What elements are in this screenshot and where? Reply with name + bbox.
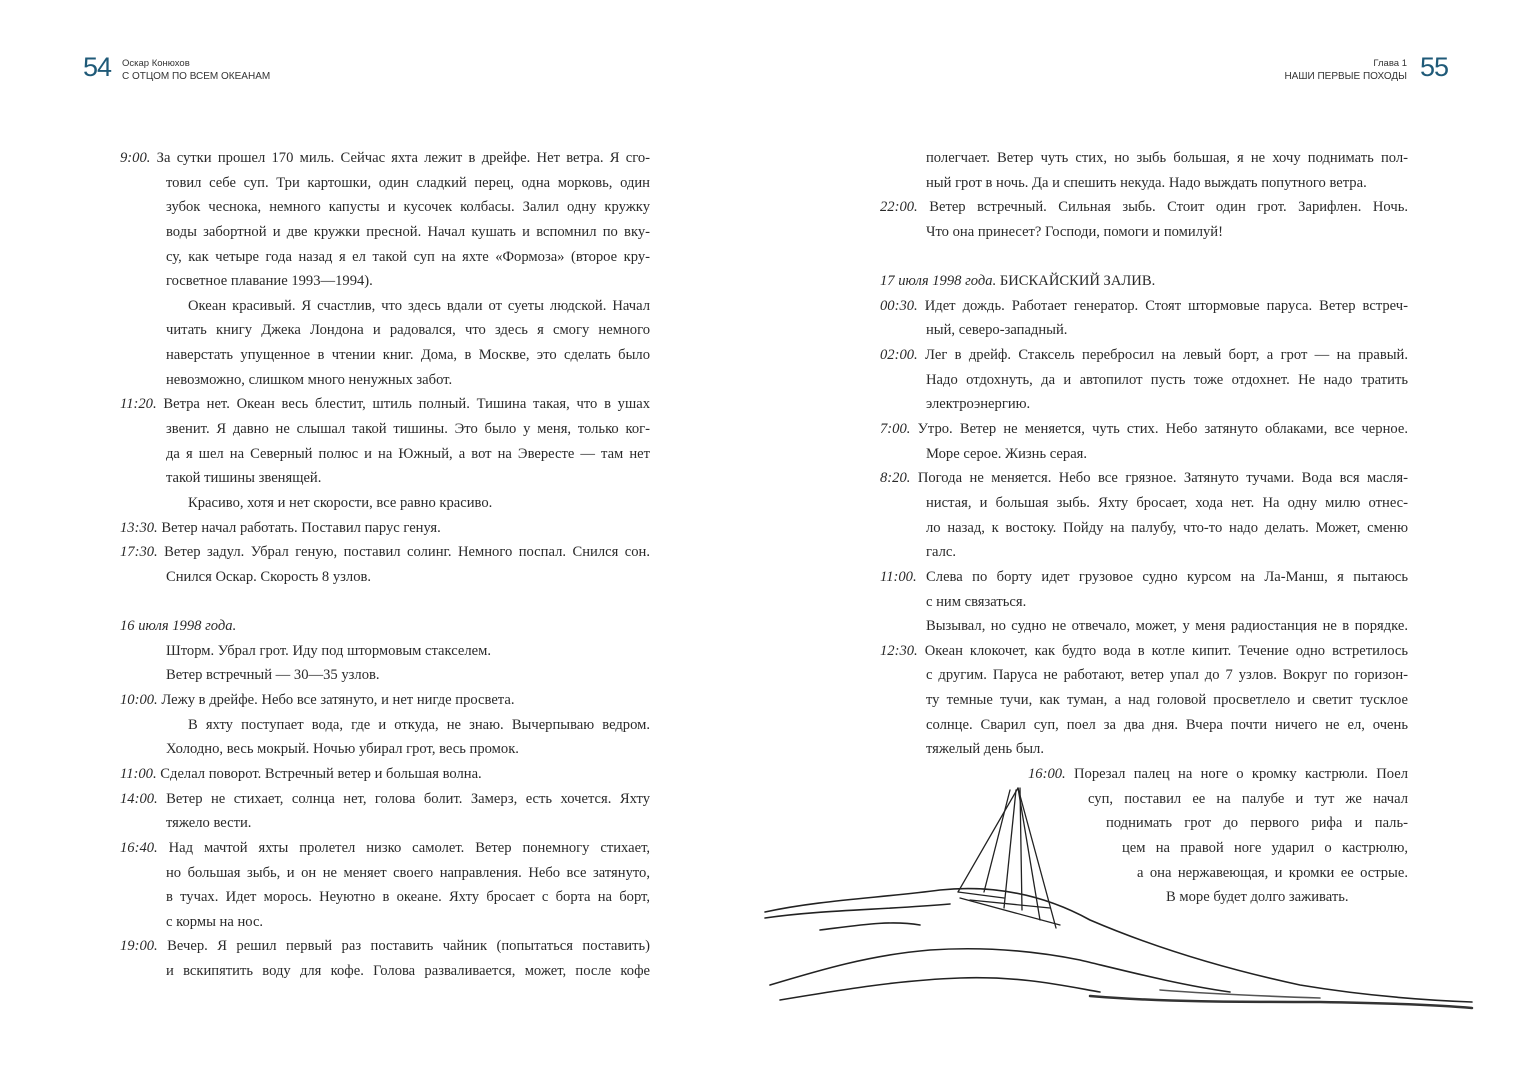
line-text: звенит. Я давно не слышал такой тишины. Это было у меня, только ког- [166,421,650,438]
line-text: Океан красивый. Я счастлив, что здесь вдали от суеты людской. Начал [188,297,650,314]
text-line [166,738,650,760]
right-running-header [1284,57,1407,83]
line-text: Вечер. Я решил первый раз поставить чайник (попытаться поставить) [167,938,650,955]
diary-entry-line [880,467,1408,489]
text-line [166,443,650,465]
line-text: с кормы на нос. [166,913,264,930]
line-text: Ветер встречный. Сильная зыбь. Стоит один грот. Зарифлен. Ночь. [929,199,1408,216]
text-line [166,911,650,933]
line-text: невозможно, слишком много ненужных забот. [166,371,453,388]
line-text: су, как четыре года назад я ел такой суп на яхте «Формоза» (второе кру- [166,248,650,265]
sailboat-sketch-illustration [760,780,1480,1020]
entry-time: 17:30. [120,544,158,561]
diary-entry-line [880,566,1408,588]
line-text: электроэнергию. [926,396,1031,413]
sail-drawing [958,788,1060,928]
waves-drawing [765,889,1472,1008]
line-text: полегчает. Ветер чуть стих, но зыбь большая, я не хочу поднимать пол- [926,150,1408,166]
text-line [926,591,1408,613]
text-line [166,270,650,292]
line-text: БИСКАЙСКИЙ ЗАЛИВ. [999,273,1156,290]
line-text: такой тишины звенящей. [166,470,322,487]
text-line [926,172,1408,194]
text-line [188,714,650,736]
line-text: Шторм. Убрал грот. Иду под штормовым стакселем. [166,642,492,659]
entry-time: 7:00. [880,421,911,438]
line-text: да я шел на Северный полюс и на Южный, а вот на Эвересте — там нет [166,445,650,462]
line-text: Слева по борту идет грузовое судно курсом на Ла-Манш, я пытаюсь [926,568,1408,585]
line-text: госветное плавание 1993—1994). [166,273,373,290]
line-text: Ветер встречный — 30—35 узлов. [166,667,380,684]
line-text: Море серое. Жизнь серая. [926,445,1088,462]
line-text: Ветер не стихает, солнца нет, голова болит. Замерз, есть хочется. Яхту [166,790,650,807]
diary-entry-line [120,788,650,810]
line-text: поднимать грот до первого рифа и паль- [1106,815,1408,832]
line-text: с ним связаться. [926,593,1027,610]
line-text: Утро. Ветер не меняется, чуть стих. Небо затянуто облаками, все черное. [917,421,1408,438]
line-text: В море будет долго заживать. [1166,889,1349,906]
text-line [926,369,1408,391]
diary-entry-line [120,393,650,415]
text-line [926,393,1408,415]
entry-time: 19:00. [120,938,158,955]
line-text: цем на правой ноге ударил о кастрюлю, [1122,839,1408,856]
diary-entry-line [120,541,650,563]
diary-entry-line [880,640,1408,662]
line-text: читать книгу Джека Лондона и радовался, что здесь я смогу немного [166,322,650,339]
line-text: наверстать упущенное в чтении книг. Дома, в Москве, это сделать было [166,347,650,364]
text-line [926,664,1408,686]
line-text: солнце. Сварил суп, поел за два дня. Вчера почти ничего не ел, очень [926,716,1408,733]
line-text: Над мачтой яхты пролетел низко самолет. Ветер понемногу стихает, [168,839,651,856]
line-text: но большая зыбь, и он не меняет своего направления. Небо все затянуто, [166,864,650,881]
line-text: нистая, и большая зыбь. Яхту бросает, хода нет. На одну милю отнес- [926,494,1408,511]
entry-time: 16:00. [1028,766,1066,782]
text-line [926,714,1408,736]
line-text: галс. [926,544,956,561]
line-text: воды забортной и две кружки пресной. Начал кушать и вспомнил по вку- [166,223,650,240]
line-text: зубок чеснока, немного капусты и кусочек колбасы. Залил одну кружку [166,199,650,216]
text-line [926,517,1408,539]
text-line [166,344,650,366]
entry-time: 12:30. [880,642,918,659]
text-line [166,812,650,834]
author-name: Оскар Конюхов [122,58,190,69]
diary-entry-line [880,270,1408,292]
text-line [166,862,650,884]
line-text: Порезал палец на ноге о кромку кастрюли. Поел [1074,766,1408,782]
entry-time: 9:00. [120,150,151,166]
line-text: с другим. Паруса не работают, ветер упал до 7 узлов. Вокруг по горизон- [926,667,1408,684]
text-line [926,738,1408,760]
entry-time: 16 июля 1998 года. [120,618,237,635]
diary-entry-line [120,689,650,711]
line-text: Сделал поворот. Встречный ветер и большая волна. [160,766,482,782]
line-text: Погода не меняется. Небо все грязное. Затянуто тучами. Вода вся масля- [917,470,1408,487]
chapter-title: НАШИ ПЕРВЫЕ ПОХОДЫ [1284,71,1407,82]
entry-time: 14:00. [120,790,158,807]
text-line [926,492,1408,514]
diary-entry-line [120,517,650,539]
entry-time: 11:00. [120,766,157,782]
entry-time: 16:40. [120,839,158,856]
text-line [926,541,1408,563]
line-text: Лег в дрейф. Стаксель перебросил на левый борт, а грот — на правый. [925,347,1408,364]
text-line [166,319,650,341]
line-text: ло назад, к востоку. Пойду на палубу, что-то надо делать. Может, сменю [926,519,1408,536]
entry-time: 8:20. [880,470,911,487]
line-text: а она нержавеющая, и кромки ее острые. [1137,864,1408,881]
line-text: тяжелый день был. [926,741,1044,758]
diary-entry-line [120,615,650,637]
entry-time: 22:00. [880,199,918,216]
book-title: С ОТЦОМ ПО ВСЕМ ОКЕАНАМ [122,71,271,82]
line-text: Лежу в дрейфе. Небо все затянуто, и нет нигде просвета. [161,692,515,709]
line-text: Красиво, хотя и нет скорости, все равно красиво. [188,494,493,511]
text-line [926,319,1408,341]
entry-time: 13:30. [120,519,158,536]
diary-entry-line [120,763,650,785]
entry-time: 11:00. [880,568,917,585]
text-line [166,418,650,440]
diary-entry-line [880,295,1408,317]
text-line [188,295,650,317]
entry-time: 11:20. [120,396,157,413]
text-line [166,664,650,686]
line-text: ный грот в ночь. Да и спешить некуда. Надо выждать попутного ветра. [926,174,1367,191]
line-text: Ветер задул. Убрал геную, поставил солинг. Немного поспал. Снился сон. [164,544,650,561]
diary-entry-line [880,418,1408,440]
line-text: в тучах. Идет морось. Неуютно в океане. Яхту бросает с борта на борт, [166,889,650,906]
text-line [166,566,650,588]
text-line [926,615,1408,637]
text-line [926,689,1408,711]
line-text: Идет дождь. Работает генератор. Стоят штормовые паруса. Ветер встреч- [924,297,1408,314]
right-page-number: 55 [1420,52,1449,82]
chapter-label: Глава 1 [1373,58,1407,69]
diary-entry-line [880,196,1408,218]
line-text: За сутки прошел 170 миль. Сейчас яхта лежит в дрейфе. Нет ветра. Я сго- [156,150,650,166]
entry-time: 00:30. [880,297,918,314]
diary-entry-line [880,344,1408,366]
entry-time: 10:00. [120,692,158,709]
line-text: Холодно, весь мокрый. Ночью убирал грот, весь промок. [166,741,519,758]
text-line [166,221,650,243]
left-page-number: 54 [83,52,112,82]
line-text: Снился Оскар. Скорость 8 узлов. [166,568,372,585]
diary-entry-line [120,837,650,859]
line-text: Вызывал, но судно не отвечало, может, у меня радиостанция не в порядке. [926,618,1408,635]
text-line [188,492,650,514]
entry-time: 17 июля 1998 года. [880,273,997,290]
line-text: ту темные тучи, как туман, а над головой просветлело и светит тусклое [926,692,1408,709]
text-line [166,886,650,908]
entry-time: 02:00. [880,347,918,364]
line-text: товил себе суп. Три картошки, один сладкий перец, одна морковь, один [166,174,650,191]
text-line [166,246,650,268]
diary-entry-line [120,147,650,169]
left-running-header [122,57,270,83]
line-text: суп, поставил ее на палубе и тут же начал [1088,790,1408,807]
text-line [166,960,650,982]
text-line [166,369,650,391]
line-text: Что она принесет? Господи, помоги и помилуй! [926,223,1223,240]
line-text: Надо отдохнуть, да и автопилот пусть тоже отдохнет. Не надо тратить [926,371,1408,388]
line-text: Океан клокочет, как будто вода в котле кипит. Течение одно встретилось [924,642,1408,659]
text-line [166,467,650,489]
text-line [926,147,1408,169]
line-text: ный, северо-западный. [926,322,1068,339]
line-text: тяжело вести. [166,815,252,832]
text-line [166,196,650,218]
line-text: и вскипятить воду для кофе. Голова разваливается, может, после кофе [166,963,650,980]
line-text: В яхту поступает вода, где и откуда, не знаю. Вычерпываю ведром. [188,716,650,733]
text-line [166,172,650,194]
line-text: Ветра нет. Океан весь блестит, штиль полный. Тишина такая, что в ушах [163,396,650,413]
line-text: Ветер начал работать. Поставил парус генуя. [161,519,441,536]
text-line [166,640,650,662]
text-line [926,443,1408,465]
diary-entry-line [120,935,650,957]
text-line [926,221,1408,243]
